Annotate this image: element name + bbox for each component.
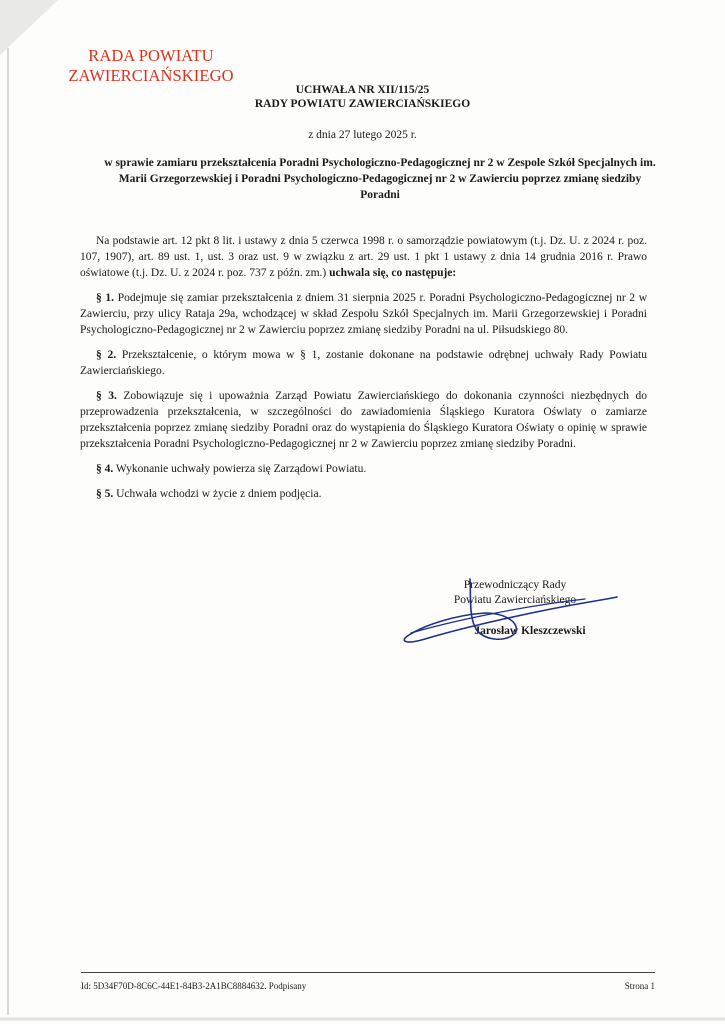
signatory-role-line-1: Przewodniczący Rady (463, 579, 567, 591)
council-stamp (66, 46, 236, 86)
resolution-number: UCHWAŁA NR XII/115/25 (295, 84, 430, 96)
section-text: Uchwała wchodzi w życie z dniem podjęcia. (116, 488, 322, 500)
section-text: Przekształcenie, o którym mowa w § 1, zostanie dokonane na podstawie odrębnej uchwały Rady Powiatu Zawierciańskiego. (80, 349, 647, 377)
resolution-body (80, 233, 647, 511)
section-5 (80, 486, 647, 502)
section-1 (80, 290, 647, 338)
section-text: Wykonanie uchwały powierza się Zarządowi Powiatu. (115, 463, 367, 475)
page-number: Strona 1 (624, 981, 655, 991)
resolution-title (0, 84, 725, 111)
preamble-text: Na podstawie art. 12 pkt 8 lit. i ustawy z dnia 5 czerwca 1998 r. o samorządzie powiatowym (t.j. Dz. U. z 2024 r. poz. 107, 1907), art. 89 ust. 1, ust. 3 oraz ust. 9 w związku z art. 29 ust. 1 pkt 1 ustawy z dnia 14 grudnia 2016 r. Prawo oświatowe (t.j. Dz. U. z 2024 r. poz. 737 z późn. zm.) (80, 235, 647, 279)
section-3 (80, 388, 647, 452)
document-id: Id: 5D34F70D-8C6C-44E1-84B3-2A1BC8884632. Podpisany (81, 981, 307, 991)
section-label: § 2. (96, 349, 117, 361)
resolution-date: z dnia 27 lutego 2025 r. (308, 129, 417, 141)
stamp-line-2: ZAWIERCIAŃSKIEGO (68, 66, 234, 85)
section-label: § 1. (96, 292, 115, 304)
document-footer (81, 972, 655, 991)
stamp-line-1: RADA POWIATU (88, 46, 214, 65)
section-label: § 3. (96, 390, 117, 402)
section-text: Podejmuje się zamiar przekształcenia z dniem 31 sierpnia 2025 r. Poradni Psychologiczno-Pedagogicznej nr 2 w Zawierciu, przy ulicy Rataja 29a, wchodzącej w skład Zespołu Szkół Specjalnych im. Marii Grzegorzewskiej i Poradni Psychologiczno-Pedagogicznej nr 2 w Zawierciu poprzez zmianę siedziby Poradni na ul. Piłsudskiego 80. (80, 292, 648, 336)
section-2 (80, 347, 647, 379)
section-text: Zobowiązuje się i upoważnia Zarząd Powiatu Zawierciańskiego do dokonania czynności niezbędnych do przeprowadzenia przekształcenia, w szczególności do zawiadomienia Śląskiego Kuratora Oświaty o zamiarze przekształcenia poprzez zmianę siedziby Poradni oraz do wystąpienia do Śląskiego Kuratora Oświaty o opinię w sprawie przekształcenia Poradni Psychologiczno-Pedagogicznej nr 2 w Zawierciu poprzez zmianę siedziby Poradni. (80, 390, 648, 450)
signatory-role-line-2: Powiatu Zawierciańskiego (453, 594, 577, 606)
resolution-issuer: RADY POWIATU ZAWIERCIAŃSKIEGO (254, 97, 471, 110)
resolution-subject: w sprawie zamiaru przekształcenia Poradni Psychologiczno-Pedagogicznej nr 2 w Zespole Szkół Specjalnych im. Marii Grzegorzewskiej i Poradni Psychologiczno-Pedagogicznej nr 2 w Zawierciu poprzez zmianę siedziby Poradni (104, 157, 656, 201)
section-label: § 4. (96, 463, 114, 475)
preamble-emphasis: uchwala się, co następuje: (329, 267, 457, 279)
signature-block (400, 578, 630, 639)
section-label: § 5. (96, 488, 114, 500)
section-4 (80, 461, 647, 477)
signatory-name: Jarosław Kleszczewski (474, 625, 586, 637)
preamble (80, 233, 647, 281)
